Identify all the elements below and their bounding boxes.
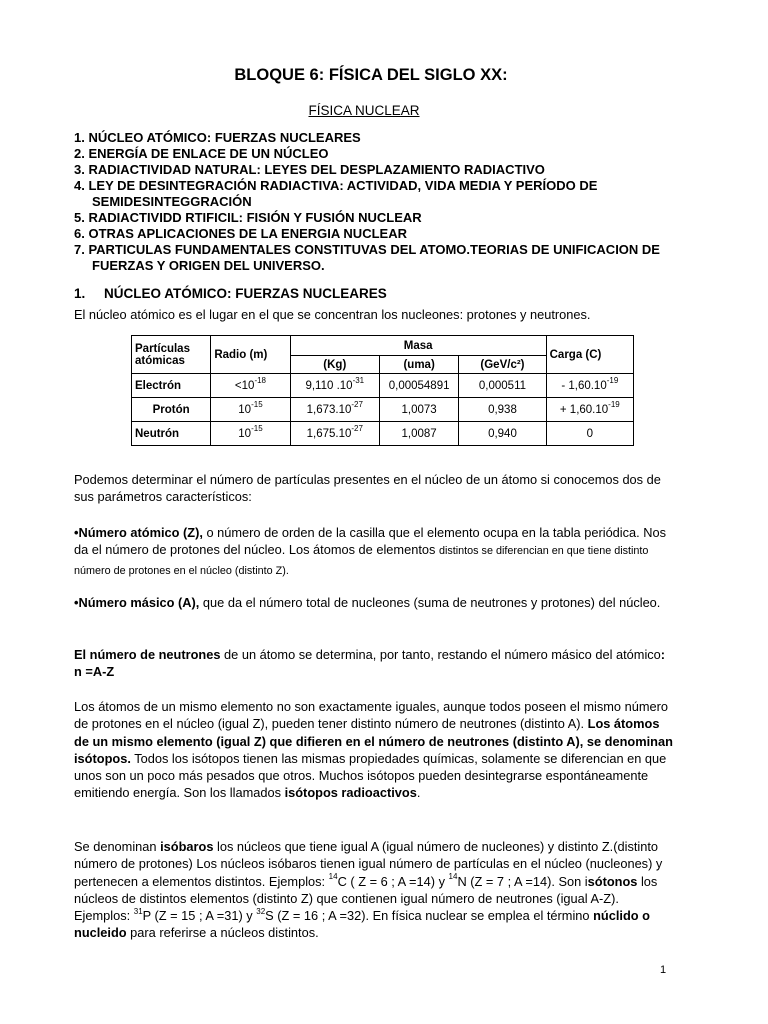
paragraph-neutrones: El número de neutrones de un átomo se determina, por tanto, restando el número másico del atómico: n =A-Z [74, 647, 666, 680]
paragraph-determinar: Podemos determinar el número de partículas presentes en el núcleo de un átomo si conocemos dos de sus parámetros característicos: [74, 472, 661, 505]
toc-item: 3. RADIACTIVIDAD NATURAL: LEYES DEL DESPLAZAMIENTO RADIACTIVO [74, 162, 545, 177]
paragraph-numero-atomico: •Número atómico (Z), o número de orden de la casilla que el elemento ocupa en la tabla periódica. Nos da el número de protones del núcleo. Los átomos de elementos distintos se diferencian en que tiene distinto número de protones en el núcleo (distinto Z). [74, 525, 667, 577]
intro-paragraph: El núcleo atómico es el lugar en el que se concentran los nucleones: protones y neutrones. [74, 307, 591, 322]
page-subtitle: FÍSICA NUCLEAR [308, 103, 420, 118]
table-header-mass: Masa [290, 336, 546, 356]
particles-table [131, 335, 634, 446]
toc-item: 4. LEY DE DESINTEGRACIÓN RADIACTIVA: ACTIVIDAD, VIDA MEDIA Y PERÍODO DE SEMIDESINTEGGRACIÓN [74, 178, 598, 209]
table-header-charge: Carga (C) [546, 336, 633, 374]
toc-item: 6. OTRAS APLICACIONES DE LA ENERGIA NUCLEAR [74, 226, 407, 241]
table-row: Neutrón $10^{-15}$ $1,675.10^{-27}$ 1,0087 0,940 0 [132, 422, 634, 446]
page-number: 1 [660, 964, 667, 976]
toc-item: 7. PARTICULAS FUNDAMENTALES CONSTITUVAS DEL ATOMO.TEORIAS DE UNIFICACION DE FUERZAS Y ORIGEN DEL UNIVERSO. [74, 242, 660, 273]
table-row: Protón $10^{-15}$ $1,673.10^{-27}$ 1,0073 0,938 + $1,60.10^{-19}$ [132, 398, 634, 422]
table-header-uma: (uma) [379, 356, 458, 374]
toc-item: 1. NÚCLEO ATÓMICO: FUERZAS NUCLEARES [74, 130, 361, 145]
paragraph-isotopos: Los átomos de un mismo elemento no son exactamente iguales, aunque todos poseen el mismo número de protones en el núcleo (igual Z), pueden tener distinto número de neutrones (distinto A). Los átomos de un mismo elemento (igual Z) que difieren en el número de neutrones (distinto A), se denominan isótopos. Todos los isótopos tienen las mismas propiedades químicas, solamente se diferencian en que unos son un poco más pesados que otros. Muchos isótopos pueden desintegrarse espontáneamente emitiendo energía. Son los llamados isótopos radioactivos. [74, 699, 673, 801]
table-header-kg: (Kg) [290, 356, 379, 374]
table-header-radius: Radio (m) [211, 336, 290, 374]
table-header-gev: (GeV/c²) [459, 356, 546, 374]
toc-item: 2. ENERGÍA DE ENLACE DE UN NÚCLEO [74, 146, 329, 161]
paragraph-numero-masico: •Número másico (A), que da el número total de nucleones (suma de neutrones y protones) del núcleo. [74, 595, 661, 610]
table-row: Electrón $<10^{-18}$ 9,110 $.10^{-31}$ 0,00054891 0,000511 - $1,60.10^{-19}$ [132, 374, 634, 398]
section-heading: 1. NÚCLEO ATÓMICO: FUERZAS NUCLEARES [74, 286, 387, 301]
page-title: BLOQUE 6: FÍSICA DEL SIGLO XX: [234, 66, 508, 84]
toc-item: 5. RADIACTIVIDD RTIFICIL: FISIÓN Y FUSIÓN NUCLEAR [74, 210, 422, 225]
table-header-particles: Partículas atómicas [132, 336, 211, 374]
table-of-contents [74, 130, 668, 274]
paragraph-isobaros: Se denominan isóbaros los núcleos que tiene igual A (igual número de nucleones) y distinto Z.(distinto número de protones) Los núcleos isóbaros tienen igual número de partículas en el núcleo (nucleones) y pertenecen a elementos distintos. Ejemplos: $^{14}$C ( Z = 6 ; A =14) y $^{14}$N (Z = 7 ; A =14). Son isótonos los núcleos de distintos elementos (distinto Z) que contienen igual número de neutrones (igual A-Z). Ejemplos: $^{31}$P (Z = 15 ; A =31) y $^{32}$S (Z = 16 ; A =32). En física nuclear se emplea el término núclido o nucleido para referirse a núcleos distintos. [74, 839, 663, 941]
